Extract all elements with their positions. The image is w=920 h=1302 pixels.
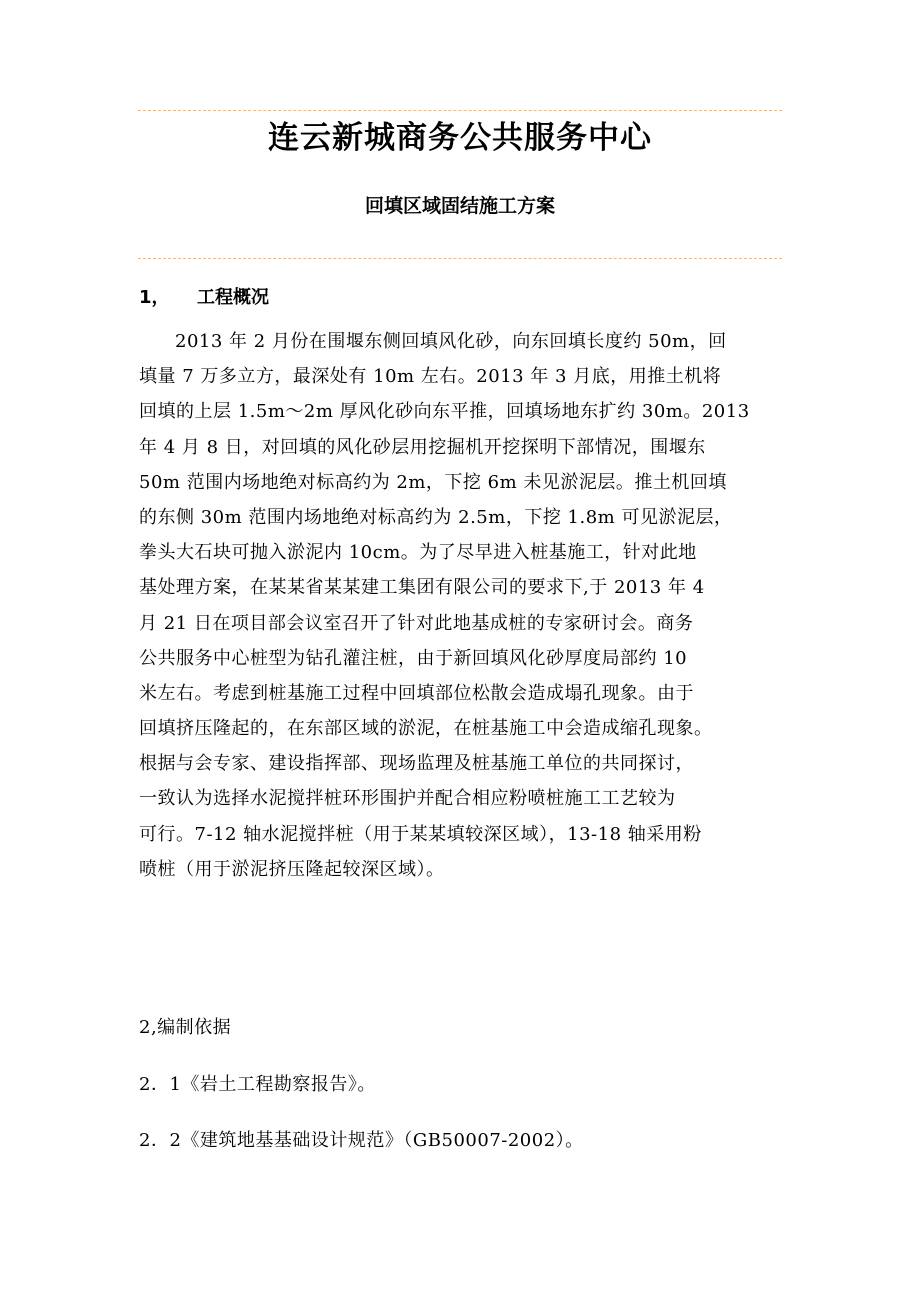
body-line: 根据与会专家、建设指挥部、现场监理及桩基施工单位的共同探讨， — [139, 753, 694, 775]
body-line: 米左右。考虑到桩基施工过程中回填部位松散会造成塌孔现象。由于 — [139, 682, 694, 704]
body-line: 可行。7-12 轴水泥搅拌桩（用于某某填较深区域），13-18 轴采用粉 — [139, 823, 702, 845]
body-line: 基处理方案，在某某省某某建工集团有限公司的要求下,于 2013 年 4 — [139, 577, 705, 599]
body-line: 50m 范围内场地绝对标高约为 2m，下挖 6m 未见淤泥层。推土机回填 — [139, 471, 727, 493]
section-1-body — [139, 324, 783, 887]
section-1-heading — [139, 284, 269, 312]
body-line: 拳头大石块可抛入淤泥内 10cm。为了尽早进入桩基施工，针对此地 — [139, 542, 697, 564]
section-1-number: 1， — [139, 287, 170, 308]
body-line: 的东侧 30m 范围内场地绝对标高约为 2.5m，下挖 1.8m 可见淤泥层， — [139, 506, 733, 528]
body-line: 月 21 日在项目部会议室召开了针对此地基成桩的专家研讨会。商务 — [139, 612, 694, 634]
reference-item: 2．2《建筑地基基础设计规范》（GB50007-2002）。 — [139, 1130, 584, 1151]
body-line: 年 4 月 8 日，对回填的风化砂层用挖掘机开挖探明下部情况，围堰东 — [139, 436, 706, 458]
document-subtitle: 回填区域固结施工方案 — [364, 195, 555, 217]
subtitle-divider — [138, 258, 782, 259]
reference-item: 2．1《岩土工程勘察报告》。 — [139, 1074, 376, 1095]
body-line: 回填挤压隆起的，在东部区域的淤泥，在桩基施工中会造成缩孔现象。 — [139, 718, 713, 740]
section-1-title: 工程概况 — [197, 287, 269, 308]
document-title: 连云新城商务公共服务中心 — [268, 120, 652, 156]
body-line: 一致认为选择水泥搅拌桩环形围护并配合相应粉喷桩施工工艺较为 — [139, 788, 676, 810]
body-line: 填量 7 万多立方，最深处有 10m 左右。2013 年 3 月底，用推土机将 — [139, 366, 722, 388]
header-divider — [138, 110, 782, 111]
body-line: 2013 年 2 月份在围堰东侧回填风化砂，向东回填长度约 50m，回 — [175, 331, 727, 352]
body-line: 回填的上层 1.5m～2m 厚风化砂向东平推，回填场地东扩约 30m。2013 — [139, 401, 750, 423]
section-2-heading: 2,编制依据 — [139, 1017, 232, 1038]
body-line: 公共服务中心桩型为钻孔灌注桩，由于新回填风化砂厚度局部约 10 — [139, 647, 688, 669]
body-line: 喷桩（用于淤泥挤压隆起较深区域）。 — [139, 858, 445, 880]
